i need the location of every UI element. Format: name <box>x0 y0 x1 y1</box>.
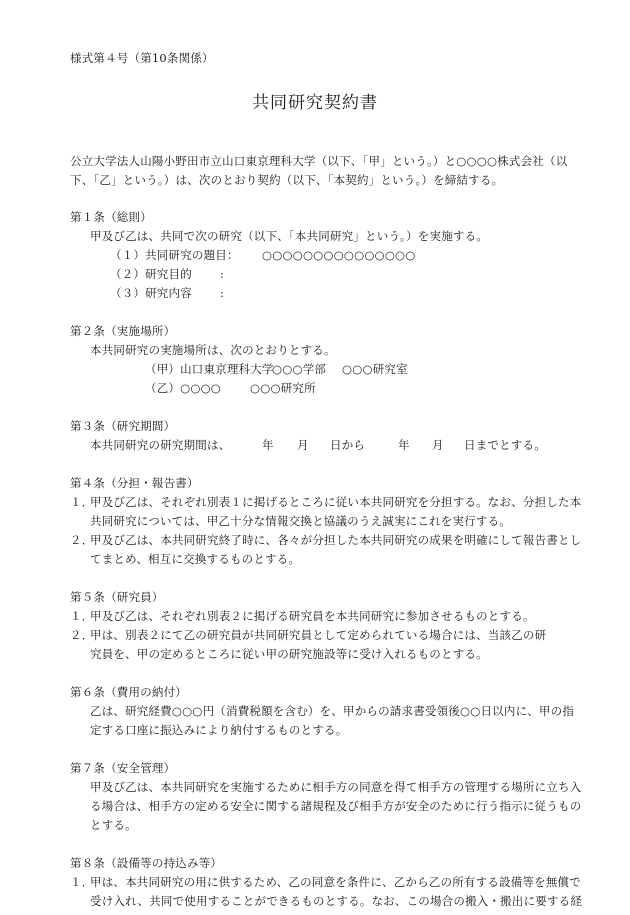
article-1-item-label: （３）研究内容 <box>110 286 192 300</box>
month-label: 月 <box>432 438 444 452</box>
document-title: 共同研究契約書 <box>252 93 378 113</box>
article-1-item-value: : <box>220 286 225 300</box>
form-number: 様式第４号（第10条関係） <box>70 51 214 65</box>
until-label: 日までとする。 <box>464 438 546 452</box>
article-5-item-2-line-2: 究員を、甲の定めるところに従い甲の研究施設等に受け入れるものとする。 <box>90 647 488 661</box>
article-2-text: 本共同研究の実施場所は、次のとおりとする。 <box>90 343 336 357</box>
item-number: ２． <box>70 628 94 642</box>
article-6-line-2: 定する口座に振込みにより納付するものとする。 <box>90 723 348 737</box>
article-4-item-1-line-1: 甲及び乙は、それぞれ別表１に掲げるところに従い本共同研究を分担する。なお、分担した本 <box>90 495 582 509</box>
article-8-heading: 第８条（設備等の持込み等） <box>70 856 223 870</box>
place-dept: ○○○学部 <box>272 362 327 376</box>
article-1-item-label: （２）研究目的 <box>110 267 192 281</box>
article-7-line-2: る場合は、相手方の定める安全に関する諸規程及び相手方が安全のために行う指示に従うもの <box>90 799 582 813</box>
article-1-item-value: ○○○○○○○○○○○○○○○ <box>262 248 416 262</box>
article-7-line-3: とする。 <box>90 818 137 832</box>
article-6-heading: 第６条（費用の納付） <box>70 685 187 699</box>
item-number: １． <box>70 609 94 623</box>
article-4-item-2-line-1: 甲及び乙は、本共同研究終了時に、各々が分担した本共同研究の成果を明確にして報告書とし <box>90 533 582 547</box>
item-number: １． <box>70 495 94 509</box>
article-7-heading: 第７条（安全管理） <box>70 761 176 775</box>
article-5-heading: 第５条（研究員） <box>70 590 164 604</box>
month-label: 月 <box>297 438 309 452</box>
article-3-text: 本共同研究の研究期間は、 <box>90 438 231 452</box>
item-number: １． <box>70 875 94 889</box>
place-party: （甲）山口東京理科大学 <box>145 362 274 376</box>
article-5-item-1-line-1: 甲及び乙は、それぞれ別表２に掲げる研究員を本共同研究に参加させるものとする。 <box>90 609 535 623</box>
article-3-heading: 第３条（研究期間） <box>70 419 176 433</box>
place-dept: ○○○研究所 <box>250 381 316 395</box>
article-1-item-label: （１）共同研究の題目： <box>110 248 239 262</box>
article-4-item-2-line-2: てまとめ、相互に交換するものとする。 <box>90 552 301 566</box>
item-number: ２． <box>70 533 94 547</box>
intro-line-2: 下、「乙」という。）は、次のとおり契約（以下、「本契約」という。）を締結する。 <box>70 173 504 187</box>
place-party: （乙）○○○○ <box>145 381 222 395</box>
article-1-text: 甲及び乙は、共同で次の研究（以下、「本共同研究」という。）を実施する。 <box>90 229 488 243</box>
intro-line-1: 公立大学法人山陽小野田市立山口東京理科大学（以下、「甲」という。）と○○○○株式会社（以 <box>70 154 568 168</box>
year-label: 年 <box>398 438 410 452</box>
article-5-item-2-line-1: 甲は、別表２にて乙の研究員が共同研究員として定められている場合には、当該乙の研 <box>90 628 547 642</box>
year-label: 年 <box>262 438 274 452</box>
article-1-item-value: : <box>220 267 225 281</box>
article-8-item-1-line-1: 甲は、本共同研究の用に供するため、乙の同意を条件に、乙から乙の所有する設備等を無償で <box>90 875 581 889</box>
article-6-line-1: 乙は、研究経費○○○円（消費税額を含む）を、甲からの請求書受領後○○日以内に、甲の指 <box>90 704 575 718</box>
article-4-item-1-line-2: 共同研究については、甲乙十分な情報交換と協議のうえ誠実にこれを実行する。 <box>90 514 511 528</box>
article-4-heading: 第４条（分担・報告書） <box>70 476 199 490</box>
article-7-line-1: 甲及び乙は、本共同研究を実施するために相手方の同意を得て相手方の管理する場所に立ち入 <box>90 780 582 794</box>
place-lab: ○○○研究室 <box>342 362 408 376</box>
article-2-heading: 第２条（実施場所） <box>70 324 176 338</box>
article-8-item-1-line-2: 受け入れ、共同で使用することができるものとする。なお、この場合の搬入・搬出に要する経 <box>90 894 583 908</box>
from-label: 日から <box>330 438 366 452</box>
article-1-heading: 第１条（総則） <box>70 210 152 224</box>
